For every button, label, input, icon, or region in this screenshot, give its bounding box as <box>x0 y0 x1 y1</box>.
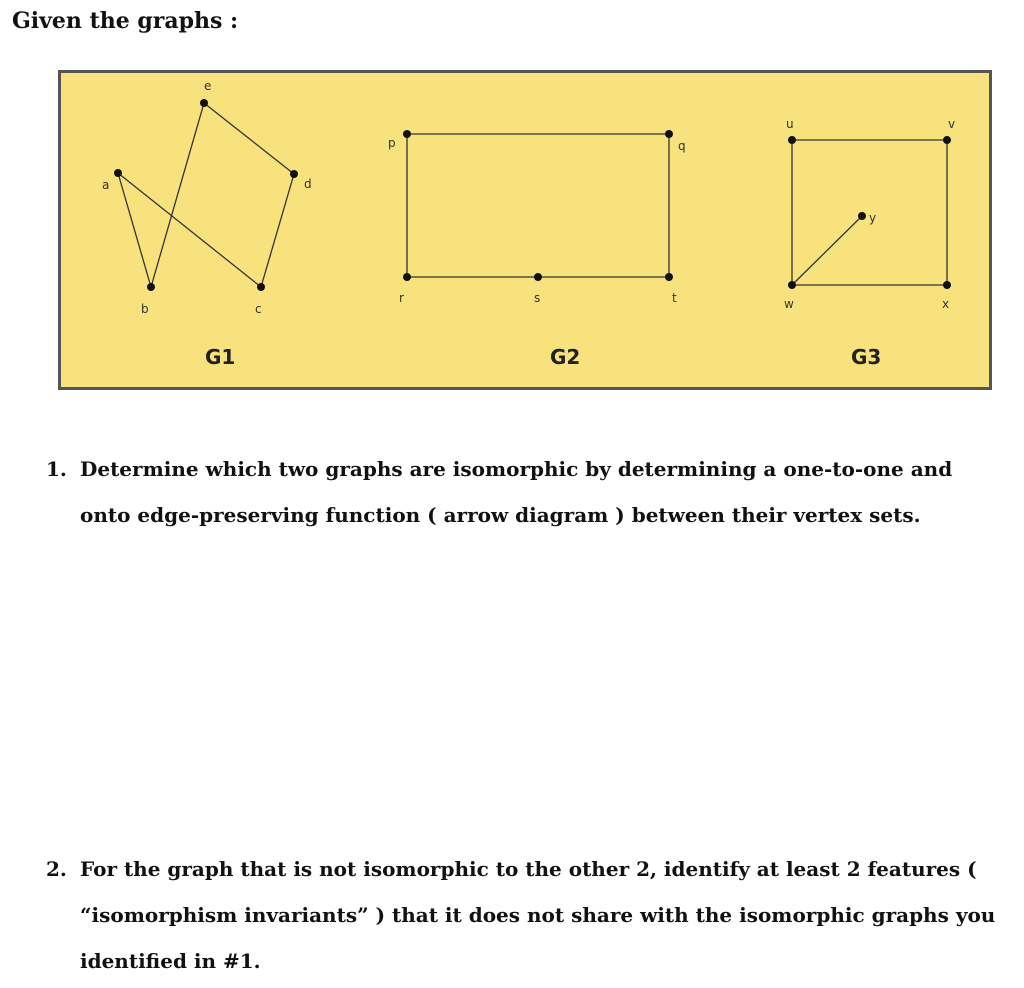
label-e: e <box>204 79 212 93</box>
label-d: d <box>304 177 312 191</box>
vertex-e <box>200 99 208 107</box>
vertex-r <box>403 273 411 281</box>
vertex-b <box>147 283 155 291</box>
label-v: v <box>948 117 956 131</box>
graphs-svg <box>58 70 992 390</box>
graph-label-g3: G3 <box>851 345 882 369</box>
label-p: p <box>388 136 396 150</box>
graph-label-g2: G2 <box>550 345 581 369</box>
label-a: a <box>102 178 110 192</box>
label-b: b <box>141 302 149 316</box>
label-w: w <box>784 297 794 311</box>
label-s: s <box>534 291 541 305</box>
vertex-p <box>403 130 411 138</box>
label-c: c <box>255 302 262 316</box>
label-x: x <box>942 297 950 311</box>
label-u: u <box>786 117 794 131</box>
vertex-t <box>665 273 673 281</box>
vertex-w <box>788 281 796 289</box>
vertex-y <box>858 212 866 220</box>
question-number: 1. <box>46 457 67 481</box>
label-t: t <box>672 291 677 305</box>
vertex-s <box>534 273 542 281</box>
label-q: q <box>678 139 686 153</box>
label-r: r <box>399 291 404 305</box>
intro-heading: Given the graphs : <box>12 8 239 34</box>
graphs-figure <box>58 70 992 390</box>
vertex-v <box>943 136 951 144</box>
vertex-a <box>114 169 122 177</box>
vertex-d <box>290 170 298 178</box>
label-y: y <box>869 211 877 225</box>
question-2 <box>46 846 996 984</box>
question-number: 2. <box>46 857 67 881</box>
question-text: For the graph that is not isomorphic to the other 2, identify at least 2 features ( “isomorphism invariants” ) that it does not share with the isomorphic graphs you identified in #1. <box>80 857 996 973</box>
vertex-q <box>665 130 673 138</box>
vertex-x <box>943 281 951 289</box>
graph-label-g1: G1 <box>205 345 236 369</box>
vertex-c <box>257 283 265 291</box>
question-text: Determine which two graphs are isomorphic by determining a one-to-one and onto edge-preserving function ( arrow diagram ) between their vertex sets. <box>80 457 953 527</box>
question-1 <box>46 446 996 538</box>
vertex-u <box>788 136 796 144</box>
